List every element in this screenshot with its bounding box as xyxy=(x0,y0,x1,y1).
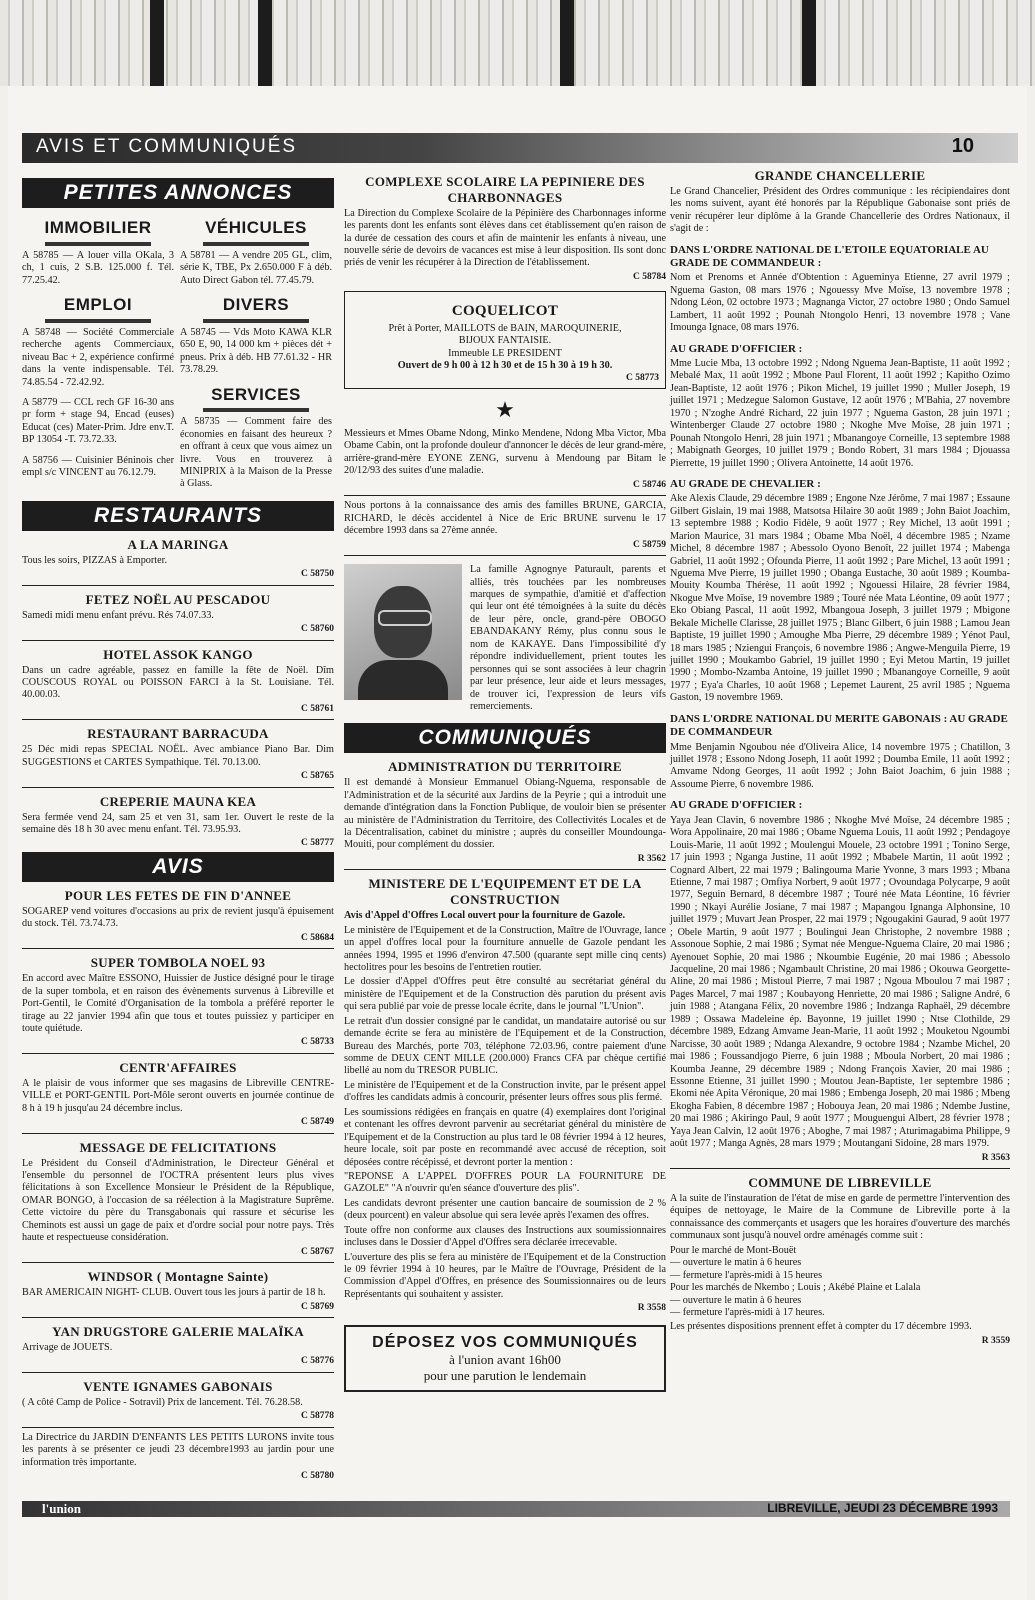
ministere-subtitle: Avis d'Appel d'Offres Local ouvert pour la fourniture de Gazole. xyxy=(344,910,626,922)
commune-ref: R 3559 xyxy=(981,1335,1010,1346)
divider xyxy=(22,1427,334,1428)
item-ref: C 58765 xyxy=(301,771,334,782)
item-ref: C 58761 xyxy=(301,703,334,714)
coquelicot-ad xyxy=(344,291,666,389)
star-icon: ★ xyxy=(495,397,515,423)
honours-list: Mme Lucie Mba, 13 octobre 1992 ; Ndong Nguema Jean-Baptiste, 11 août 1992 ; Mebalé Max, 11 août 1992 ; Mbone Paul Florent, 11 août 1992 ; Kapitho Ozimo Jean-Baptiste, 12 août 1976 ; Pikon Michel, 19 juillet 1990 ; Muller Joseph, 19 juillet 1971 ; Medzegue Salomon Gustave, 12 août 1976 ; M'Bahia, 27 novembre 1970 ; N'zoghe André Richard, 22 juin 1977 ; Nguema Gaston, 28 juin 1971 ; Wintenberger Claude 27 octobre 1980 ; Nkoghe Mve Moïse, 28 juin 1971 ; Pounah Ntongolo Henri, 28 juin 1971 ; Mbanangoye Corneille, 13 septembre 1988 ; Mabignath Georges, 10 juillet 1979 ; Bondo Robert, 31 mars 1984 ; Djouassa Pierrette, 19 juillet 1990 ; Olivera Antoinette, 14 août 1976. xyxy=(670,358,1010,469)
item-text: SOGAREP vend voitures d'occasions au prix de revient jusqu'à épuisement du stock. Tél. 73.74.73. xyxy=(22,905,334,930)
item-text: Dans un cadre agréable, passez en famille la fête de Noël. Dîm COUSCOUS ROYAL ou POISSON FARCI à la St. Louisiane. Tél. 40.00.03. xyxy=(22,664,334,701)
commune-closing: Les présentes dispositions prennent effet à compter du 17 décembre 1993. xyxy=(670,1321,972,1333)
avis-item xyxy=(22,1324,334,1373)
banner-restaurants: RESTAURANTS xyxy=(22,501,334,531)
ministere-para: Les candidats devront présenter une caution bancaire de soumission de 2 % (deux pourcent) en valeur absolue qui sera levée après l'examen des offres. xyxy=(344,1197,666,1222)
avis-item xyxy=(22,1269,334,1318)
commune-text: A la suite de l'instauration de l'état de mise en garde de permettre l'intervention des équipes de nettoyage, le Maire de la Commune de Libreville porte à la connaissance des commerçants et usagers que les horaires d'ouverture des marchés communaux sont jusqu'à nouvel ordre aménagés comme suit : xyxy=(670,1193,1010,1242)
item-ref: C 58777 xyxy=(301,838,334,849)
item-text: La Directrice du JARDIN D'ENFANTS LES PETITS LURONS invite tous les parents à se présenter ce jeudi 23 décembre1993 au jardin pour une information très importante. xyxy=(22,1431,334,1468)
honours-heading: AU GRADE DE CHEVALIER : xyxy=(670,477,821,490)
item-text: ( A côté Camp de Police - Sotravil) Prix de lancement. Tél. 76.28.58. xyxy=(22,1396,303,1408)
coquelicot-line: BIJOUX FANTAISIE. xyxy=(458,335,552,347)
coquelicot-line: Immeuble LE PRESIDENT xyxy=(448,347,562,359)
heading-immobilier: IMMOBILIER xyxy=(22,218,174,246)
coquelicot-title: COQUELICOT xyxy=(451,303,559,320)
page-footer xyxy=(22,1501,1010,1517)
item-text: Tous les soirs, PIZZAS à Emporter. xyxy=(22,554,168,566)
avis-item xyxy=(22,888,334,949)
item-title: CENTR'AFFAIRES xyxy=(119,1059,237,1075)
portrait-glasses xyxy=(378,610,432,626)
heading-vehicules: VÉHICULES xyxy=(180,218,332,246)
restaurant-item xyxy=(22,726,334,787)
remerciements-notice xyxy=(344,564,666,715)
divider xyxy=(22,585,334,586)
footer-masthead: l'union xyxy=(42,1501,82,1516)
item-text: 25 Déc midi repas SPECIAL NOËL. Avec ambiance Piano Bar. Dim SUGGESTIONS et CARTES Sympathique. Tél. 70.13.00. xyxy=(22,744,334,768)
divider xyxy=(22,640,334,641)
classified-immobilier xyxy=(22,212,174,488)
item-title: A LA MARINGA xyxy=(127,536,229,552)
avis-item xyxy=(22,955,334,1054)
item-title: FETEZ NOËL AU PESCADOU xyxy=(85,591,271,607)
commune-line: Pour les marchés de Nkembo ; Louis ; Akébé Plaine et Lalala xyxy=(670,1282,921,1294)
item-ref: C 58780 xyxy=(301,1471,334,1482)
ministere-para: Le ministère de l'Equipement et de la Construction invite, par le présent appel d'offres les candidats admis à concourir, présenter leurs offres sous plis fermé. xyxy=(344,1079,666,1104)
item-text: Samedi midi menu enfant prévu. Rés 74.07.33. xyxy=(22,609,214,621)
border-stripe xyxy=(150,0,164,86)
heading-services: SERVICES xyxy=(180,385,332,413)
section-title: AVIS ET COMMUNIQUÉS xyxy=(36,136,298,157)
territoire-ref: R 3562 xyxy=(637,853,666,864)
page-number: 10 xyxy=(951,135,974,157)
divider xyxy=(344,495,666,496)
coquelicot-line: Prêt à Porter, MAILLOTS de BAIN, MAROQUINERIE, xyxy=(388,322,622,334)
deces-ref: C 58746 xyxy=(633,479,666,490)
footer-dateline: LIBREVILLE, JEUDI 23 DÉCEMBRE 1993 xyxy=(767,1501,998,1515)
restaurant-item xyxy=(22,647,334,721)
item-title: MESSAGE DE FELICITATIONS xyxy=(79,1139,277,1155)
promo-line: pour une parution le lendemain xyxy=(423,1368,587,1384)
item-text: En accord avec Maître ESSONO, Huissier de Justice désigné pour le tirage de la super tombola, et en raison des évènements survenus à Libreville et Port-Gentil, le Comité d'Organisation de la tombola a préféré reporter le tirage au 22 janvier 1994 afin que tous et toutes puissiez y participer en toute quiétude. xyxy=(22,973,334,1034)
territoire-title: ADMINISTRATION DU TERRITOIRE xyxy=(388,759,622,775)
heading-divers: DIVERS xyxy=(180,295,332,323)
chancellerie-text: Le Grand Chancelier, Président des Ordres communique : les récipiendaires dont les noms suivent, ayant été honorés par la République Gabonaise sont priés de venir récupérer leur diplôme à la Grande Chancellerie des Ordres Nationaux, il s'agit de : xyxy=(670,185,1010,235)
honours-heading: AU GRADE D'OFFICIER : xyxy=(670,799,803,812)
commune-line: — ouverture le matin à 6 heures xyxy=(670,1294,802,1306)
classified-vehicules xyxy=(180,212,332,499)
item-ref: C 58776 xyxy=(301,1356,334,1367)
scanned-top-border xyxy=(0,0,1035,86)
item-title: YAN DRUGSTORE GALERIE MALAÏKA xyxy=(52,1324,304,1340)
item-ref: C 58760 xyxy=(301,624,334,635)
classifieds-grid xyxy=(22,212,334,499)
commune-line: — fermeture l'après-midi à 15 heures xyxy=(670,1269,823,1281)
pepiniere-ref: C 58784 xyxy=(633,271,666,282)
item-ref: C 58767 xyxy=(301,1246,334,1257)
coquelicot-ref: C 58773 xyxy=(626,372,659,383)
item-ref: C 58769 xyxy=(301,1301,334,1312)
honours-heading: DANS L'ORDRE NATIONAL DU MERITE GABONAIS : AU GRADE DE COMMANDEUR xyxy=(670,712,1008,739)
commune-title: COMMUNE DE LIBREVILLE xyxy=(748,1175,932,1191)
divider xyxy=(22,948,334,949)
promo-line: à l'union avant 16h00 xyxy=(449,1352,561,1368)
divider xyxy=(22,1317,334,1318)
classified-ad: A 58781 — A vendre 205 GL, clim, série K, TBE, Px 2.650.000 F à déb. Auto Direct Gabon tél. 77.45.79. xyxy=(180,249,332,286)
avis-item xyxy=(22,1140,334,1264)
honours-ref: R 3563 xyxy=(981,1152,1010,1163)
border-stripe xyxy=(258,0,272,86)
ministere-para: Le retrait d'un dossier consigné par le candidat, un mandataire autorisé ou sur demande écrite se fera au ministère de l'Equipement et de la Construction, Bureau des Marchés, porte 703, téléphone 72.03.96, contre paiement d'une somme de DEUX CENT MILLE (200.000) Francs CFA par chèque certifié libellé au nom du TRESOR PUBLIC. xyxy=(344,1015,666,1077)
ministere-para: Le dossier d'Appel d'Offres peut être consulté au secrétariat général du ministère de l'Equipement et de la Construction dès parution du présent avis qui sera publié par voie de presse locale écrite, dans le journal "L'Union". xyxy=(344,976,666,1013)
divider xyxy=(22,719,334,720)
commune-line: — fermeture l'après-midi à 17 heures. xyxy=(670,1306,825,1318)
divider xyxy=(22,1262,334,1263)
divider xyxy=(344,555,666,556)
item-title: VENTE IGNAMES GABONAIS xyxy=(83,1378,273,1394)
portrait-photo xyxy=(344,564,462,700)
divider xyxy=(670,1168,1010,1169)
honours-list: Nom et Prenoms et Année d'Obtention : Agueminya Etienne, 27 avril 1979 ; Nguema Gaston, 08 mars 1976 ; Ngouessy Mve Moïse, 13 novembre 1978 ; Ndong Léon, 02 octobre 1973 ; Magnanga Victor, 27 octobre 1980 ; Ondo Samuel Lambert, 11 août 1992 ; Pounah Ntongolo Henri, 13 novembre 1978 ; Vane Imounga Ignace, 08 mars 1976. xyxy=(670,272,1010,334)
item-ref: C 58750 xyxy=(301,569,334,580)
column-right xyxy=(670,162,1010,1347)
ministere-para: "REPONSE A L'APPEL D'OFFRES POUR LA FOURNITURE DE GAZOLE" "A n'ouvrir qu'en séance d'ouverture des plis". xyxy=(344,1170,666,1195)
classified-ad: A 58756 — Cuisinier Béninois cher empl s/c VINCENT au 76.12.79. xyxy=(22,454,174,479)
avis-item xyxy=(22,1432,334,1483)
classified-ad: A 58748 — Société Commerciale recherche agents Commerciaux, niveau Bac + 2, expérience confirmé dans la vente indispensable. Tél. 74.85.54 - 72.42.92. xyxy=(22,326,174,388)
column-left xyxy=(22,176,334,1483)
pepiniere-title: COMPLEXE SCOLAIRE LA PEPINIERE DES CHARBONNAGES xyxy=(365,174,645,205)
remerciements-text: La famille Agnognye Paturault, parents et alliés, très touchées par les nombreuses marques de sympathie, d'amitié et d'affection qui leur ont été témoignées à la suite du décès de leur père, oncle, grand-père OBOGO EBANDAKANY Rémy, plus connu sous le nom de KAKAYE. Dans l'impossibilité d'y répondre individuellement, prient toutes les personnes qui se sont associées à leur chagrin par leur présence, leur aide et leurs messages, de trouver ici, l'expression de leurs vifs remerciements. xyxy=(470,564,666,712)
classified-ad: A 58735 — Comment faire des économies en faisant des heureux ? en offrant à ceux que vous aimez un livre. Vous en trouverez à MINIPRIX à la Maison de la Presse à Glass. xyxy=(180,416,332,490)
honours-list: Mme Benjamin Ngoubou née d'Oliveira Alice, 14 novembre 1975 ; Chatillon, 3 juillet 1978 ; Essono Ndong Joseph, 11 août 1992 ; Doumba Emile, 11 août 1992 ; Amvame Ndong Georges, 11 août 1992 ; John Baiot Joachim, 6 juin 1988 ; Assoume Pierre, 6 novembre 1986. xyxy=(670,741,1010,790)
divider xyxy=(22,787,334,788)
ministere-title: MINISTERE DE L'EQUIPEMENT ET DE LA CONSTRUCTION xyxy=(368,876,642,908)
portrait-body xyxy=(358,660,448,700)
item-text: A le plaisir de vous informer que ses magasins de Libreville CENTRE-VILLE et PORT-GENTIL Port-Môle seront ouverts en journée continue de 8 h à 19 h jusqu'au 24 décembre inclus. xyxy=(22,1077,334,1114)
pepiniere-text: La Direction du Complexe Scolaire de la Pépinière des Charbonnages informe les parents dont les enfants sont élèves dans cet établissement qu'en raison de la durée de cessation des cours et afin de maintenir les enfants à niveau, une nouvelle série de devoirs de vacances est mise à leur disposition. Ils sont donc priés de venir les récupérer à la Direction de l'établissement. xyxy=(344,207,666,269)
section-header xyxy=(22,133,1018,163)
territoire-text: Il est demandé à Monsieur Emmanuel Obiang-Nguema, responsable de l'Administration et de la sécurité aux Jardins de la Peyrie ; qui a introduit une demande d'intégration dans la Fonction Publique, de vouloir bien se présenter au ministère de l'Administration du Territoire, des Collectivités Locales et de la Décentralisation, cabinet du ministre ; auprès du conseiller Moundounga-Mouiti, pour complément du dossier. xyxy=(344,777,666,851)
honours-list: Ake Alexis Claude, 29 décembre 1989 ; Engone Nze Jérôme, 7 mai 1987 ; Essaune Gilbert Gislain, 19 mai 1988, Matsotsa Hilaire 30 août 1989 ; John Baiot Joachim, 13 septembre 1988 ; Kodio Fidèle, 9 août 1977 ; Rey Michel, 13 août 1991 ; Marion Maurice, 31 mars 1984 ; Obame Mba Noël, 4 décembre 1985 ; Nzame Michel, 8 décembre 1987 ; Abessolo Oyono Benoît, 22 juillet 1974 ; Mabenga Gabriel, 11 août 1992 ; Ofounda Pierre, 11 août 1992 ; Pare Michel, 13 août 1991 ; Nguema Mve Pierre, 19 juillet 1990 ; Obanga Eustache, 30 août 1989 ; Koumba-Mouity Koumba Thérèse, 11 août 1992 ; Ngouessi Hilaire, 28 février 1984, Nkogue Mve Moïse, 19 novembre 1989 ; Touré née Mata Léontine, 09 août 1977 ; Eko Obiang Pascal, 11 août 1992, Mbangoua Joseph, 3 juillet 1979 ; Mbigone Bekale Michelle Clarisse, 28 juillet 1975 ; Blanc Gilbert, 6 juin 1988 ; Lamou Jean Baptiste, 19 juillet 1990 ; Amoughe Mba Pierre, 29 décembre 1989 ; Yénot Paul, 18 mars 1985 ; Nziengui François, 6 novembre 1986 ; Angwe-Menguila Pierre, 19 juillet 1990 ; Moukambo Gabriel, 19 juillet 1990 ; Eyi Metou Martin, 19 juillet 1990 ; Mombo-Nzamba Antoine, 19 juillet 1990 ; Mbanangoye Corneille, 9 août 1977 ; Eya'a Charles, 10 août 1968 ; Lepemet Laurent, 25 avril 1985 ; Nguema Gaston, 19 novembre 1969. xyxy=(670,493,1010,704)
restaurant-item xyxy=(22,794,334,850)
banner-petites-annonces: PETITES ANNONCES xyxy=(22,178,334,208)
classified-ad: A 58785 — A louer villa OKala, 3 ch, 1 cuis, 2 S.B. 125.000 f. Tél. 77.25.42. xyxy=(22,249,174,286)
item-ref: C 58684 xyxy=(301,932,334,943)
promo-box xyxy=(344,1325,666,1392)
item-title: SUPER TOMBOLA NOEL 93 xyxy=(90,955,266,971)
item-title: WINDSOR ( Montagne Sainte) xyxy=(87,1269,269,1285)
banner-communiques: COMMUNIQUÉS xyxy=(344,723,666,753)
column-middle xyxy=(344,168,666,1392)
deces-ref: C 58759 xyxy=(633,539,666,550)
divider xyxy=(344,869,666,870)
restaurant-item xyxy=(22,592,334,641)
heading-emploi: EMPLOI xyxy=(22,295,174,323)
item-ref: C 58733 xyxy=(301,1037,334,1048)
commune-line: Pour le marché de Mont-Bouët xyxy=(670,1244,797,1256)
border-stripe xyxy=(560,0,574,86)
classified-ad: A 58745 — Vds Moto KAWA KLR 650 E, 90, 14 000 km + pièces dét + pneus. Prix à déb. HB 77.61.32 - HR 73.78.29. xyxy=(180,326,332,376)
avis-item xyxy=(22,1060,334,1134)
item-title: POUR LES FETES DE FIN D'ANNEE xyxy=(64,888,292,904)
deces-notice: Messieurs et Mmes Obame Ndong, Minko Mendene, Ndong Mba Victor, Mba Obame Cabin, ont la profonde douleur d'annoncer le décès de leur grand-mère, arrière-grand-mère EYONE ZENG, survenu à Mendoung par Bitam le 20/12/93 des suites d'une maladie. xyxy=(344,427,666,477)
honours-list: Yaya Jean Clavin, 6 novembre 1986 ; Nkoghe Mvé Moïse, 24 décembre 1985 ; Wora Appolinaire, 20 mai 1986 ; Obame Nguema Louis, 11 août 1992 ; Pendagoye Louis-Marie, 11 août 1992 ; Moulengui Mouele, 23 octobre 1991 ; Tonino Serge, 17 juin 1993 ; Nganga Justine, 11 août 1992 ; Mbabele Martin, 11 août 1992 ; Cognard Albert, 22 mai 1979 ; Balingouma Marie Yvonne, 3 mars 1993 ; Mbana Etienne, 7 mai 1987 ; Omfiya Norbert, 9 août 1977 ; Ovoundaga Polycarpe, 9 août 1977, Seguin Bernard, 8 décembre 1987 ; Touré née Mata Léontine, 16 février 1990 ; Nkayi Aurélie Josiane, 7 mai 1987 ; Mapangou Ignanga Alphonsine, 10 juillet 1979 ; Muvart Jean Prosper, 22 mai 1979 ; Ngougakini Gaurad, 9 août 1977 ; Obele Martin, 9 août 1977 ; Boulingui Jean Christophe, 2 novembre 1988 ; Assonoue Sophie, 2 mai 1986 ; Symat née Mengue-Nguema Claire, 20 mai 1986 ; Ayenouet Sophie, 20 mai 1986 ; Nkoumbie Eugénie, 20 mai 1986 ; Abessolo Jacqueline, 20 mai 1986 ; Ngambault Christine, 20 mai 1986 ; Okouwa Georgette-Aline, 20 mai 1986 ; Mistoul Pierre, 7 mai 1987 ; Ngoua Mboulou 7 mai 1987 ; Pages Marcel, 7 mai 1987 ; Koubayong Henriette, 20 mai 1986 ; Saligne André, 6 juin 1988 ; Atangana Félix, 20 novembre 1986 ; Indzanga Raphaël, 29 décembre 1989 ; Ossawa Madeleine ép. Bayonne, 19 juillet 1990 ; Ntse Clothilde, 29 décembre 1989, Edzang Amvame Jean-Marie, 11 août 1992 ; Mouketou Ngoumbi Narcisse, 30 août 1989 ; Ndanga Alexandre, 9 octobre 1984 ; Nzambe Michel, 20 mai 1986 ; Foussandjogo Pierre, 6 juin 1988 ; Mboula Norbert, 20 mai 1986 ; Koumba Jeanne, 29 décembre 1989 ; Ndong François Xavier, 20 mai 1986 ; Essonne Etienne, 31 juillet 1990 ; Moutou Jean-Baptiste, 1er septembre 1986 ; Ekomi née Apita Véronique, 20 mai 1986 ; Embenga Joseph, 20 mai 1986 ; Mbeng Ekogha Fabien, 8 décembre 1987 ; Hobouya Jean, 20 mai 1986 ; Ndembe Justine, 20 mai 1986 ; Akiringo Paul, 9 août 1977 ; Mouguengui Albert, 28 février 1978 ; Yaya Jean Calvin, 12 août 1976 ; Aboghe, 7 mai 1987 ; Aturimagabima Philippe, 9 août 1977 ; Manga Agnès, 28 mars 1979 ; Moutangani Sidoine, 28 mars 1979. xyxy=(670,814,1010,1150)
item-text: BAR AMERICAIN NIGHT- CLUB. Ouvert tous les jours à partir de 18 h. xyxy=(22,1287,326,1299)
item-title: CREPERIE MAUNA KEA xyxy=(99,793,257,809)
item-title: HOTEL ASSOK KANGO xyxy=(103,646,253,662)
ministere-ref: R 3558 xyxy=(637,1303,666,1314)
item-ref: C 58749 xyxy=(301,1117,334,1128)
chancellerie-title: GRANDE CHANCELLERIE xyxy=(754,168,926,183)
ministere-para: L'ouverture des plis se fera au ministère de l'Equipement et de la Construction le 09 février 1994 à 10 heures, par le Maître de l'Ouvrage, Président de la Commission d'Appel d'Offres, en présence des Soumissionnaires ou de leurs Représentants qui souhaitent y assister. xyxy=(344,1251,666,1300)
restaurant-item xyxy=(22,537,334,586)
ministere-para: Les soumissions rédigées en français en quatre (4) exemplaires dont l'original et contenant les offres devront parvenir au secrétariat général du ministère de l'Equipement et de la Construction au plus tard le 08 février 1994 à 12 heures, heure locale, soit par poste en recommandé avec accusé de réception, soit déposées contre récépissé, et devront porter la mention : xyxy=(344,1106,666,1168)
divider xyxy=(22,1053,334,1054)
promo-headline: DÉPOSEZ VOS COMMUNIQUÉS xyxy=(372,1333,638,1351)
item-text: Sera fermée vend 24, sam 25 et ven 31, sam 1er. Ouvert le reste de la semaine dès 18 h 30 avec menu enfant. Tél. 73.95.93. xyxy=(22,811,334,835)
classified-ad: A 58779 — CCL rech GF 16-30 ans pr form + stage 94, Encad (euses) Educat (ces) Mater-Prim. Jdre env.T. BP 13054 -T. 73.72.33. xyxy=(22,396,174,446)
commune-line: — ouverture le matin à 6 heures xyxy=(670,1257,802,1269)
item-title: RESTAURANT BARRACUDA xyxy=(87,726,269,742)
divider xyxy=(22,1133,334,1134)
deces-notice: Nous portons à la connaissance des amis des familles BRUNE, GARCIA, RICHARD, le décès accidentel à Nice de Eric BRUNE survenu le 17 décembre 1993 dans sa 27ème année. xyxy=(344,500,666,537)
honours-heading: DANS L'ORDRE NATIONAL DE L'ETOILE EQUATORIALE AU GRADE DE COMMANDEUR : xyxy=(670,243,989,270)
item-text: Le Président du Conseil d'Administration, le Directeur Général et l'ensemble du personnel de l'OCTRA présentent leurs plus vives félicitations à son Excellence Monsieur le Président de la République, OMAR BONGO, à l'occasion de sa réélection à la Magistrature Suprême. Cette victoire du père du Transgabonais qui rassure et sécurise les Cheminots est aussi un gage de paix et d'ordre social pour notre pays. Très haute et respectueuse considération. xyxy=(22,1157,334,1244)
ministere-para: Le ministère de l'Equipement et de la Construction, Maître de l'Ouvrage, lance un appel d'offres local pour la fourniture annuelle de Gazole pendant les années 1994, 1995 et 1996 d'environ 47.500 (quarante sept mille cinq cents) hectolitres pour les besoins de l'entretien routier. xyxy=(344,924,666,973)
border-stripe xyxy=(802,0,816,86)
item-ref: C 58778 xyxy=(301,1411,334,1422)
item-text: Arrivage de JOUETS. xyxy=(22,1341,113,1353)
honours-heading: AU GRADE D'OFFICIER : xyxy=(670,342,803,355)
banner-avis: AVIS xyxy=(22,852,334,882)
avis-item xyxy=(22,1379,334,1428)
divider xyxy=(22,1372,334,1373)
ministere-para: Toute offre non conforme aux clauses des Instructions aux soumissionnaires incluses dans le Dossier d'Appel d'Offres sera déclarée irrecevable. xyxy=(344,1224,666,1249)
coquelicot-hours: Ouvert de 9 h 00 à 12 h 30 et de 15 h 30 à 19 h 30. xyxy=(397,360,613,372)
